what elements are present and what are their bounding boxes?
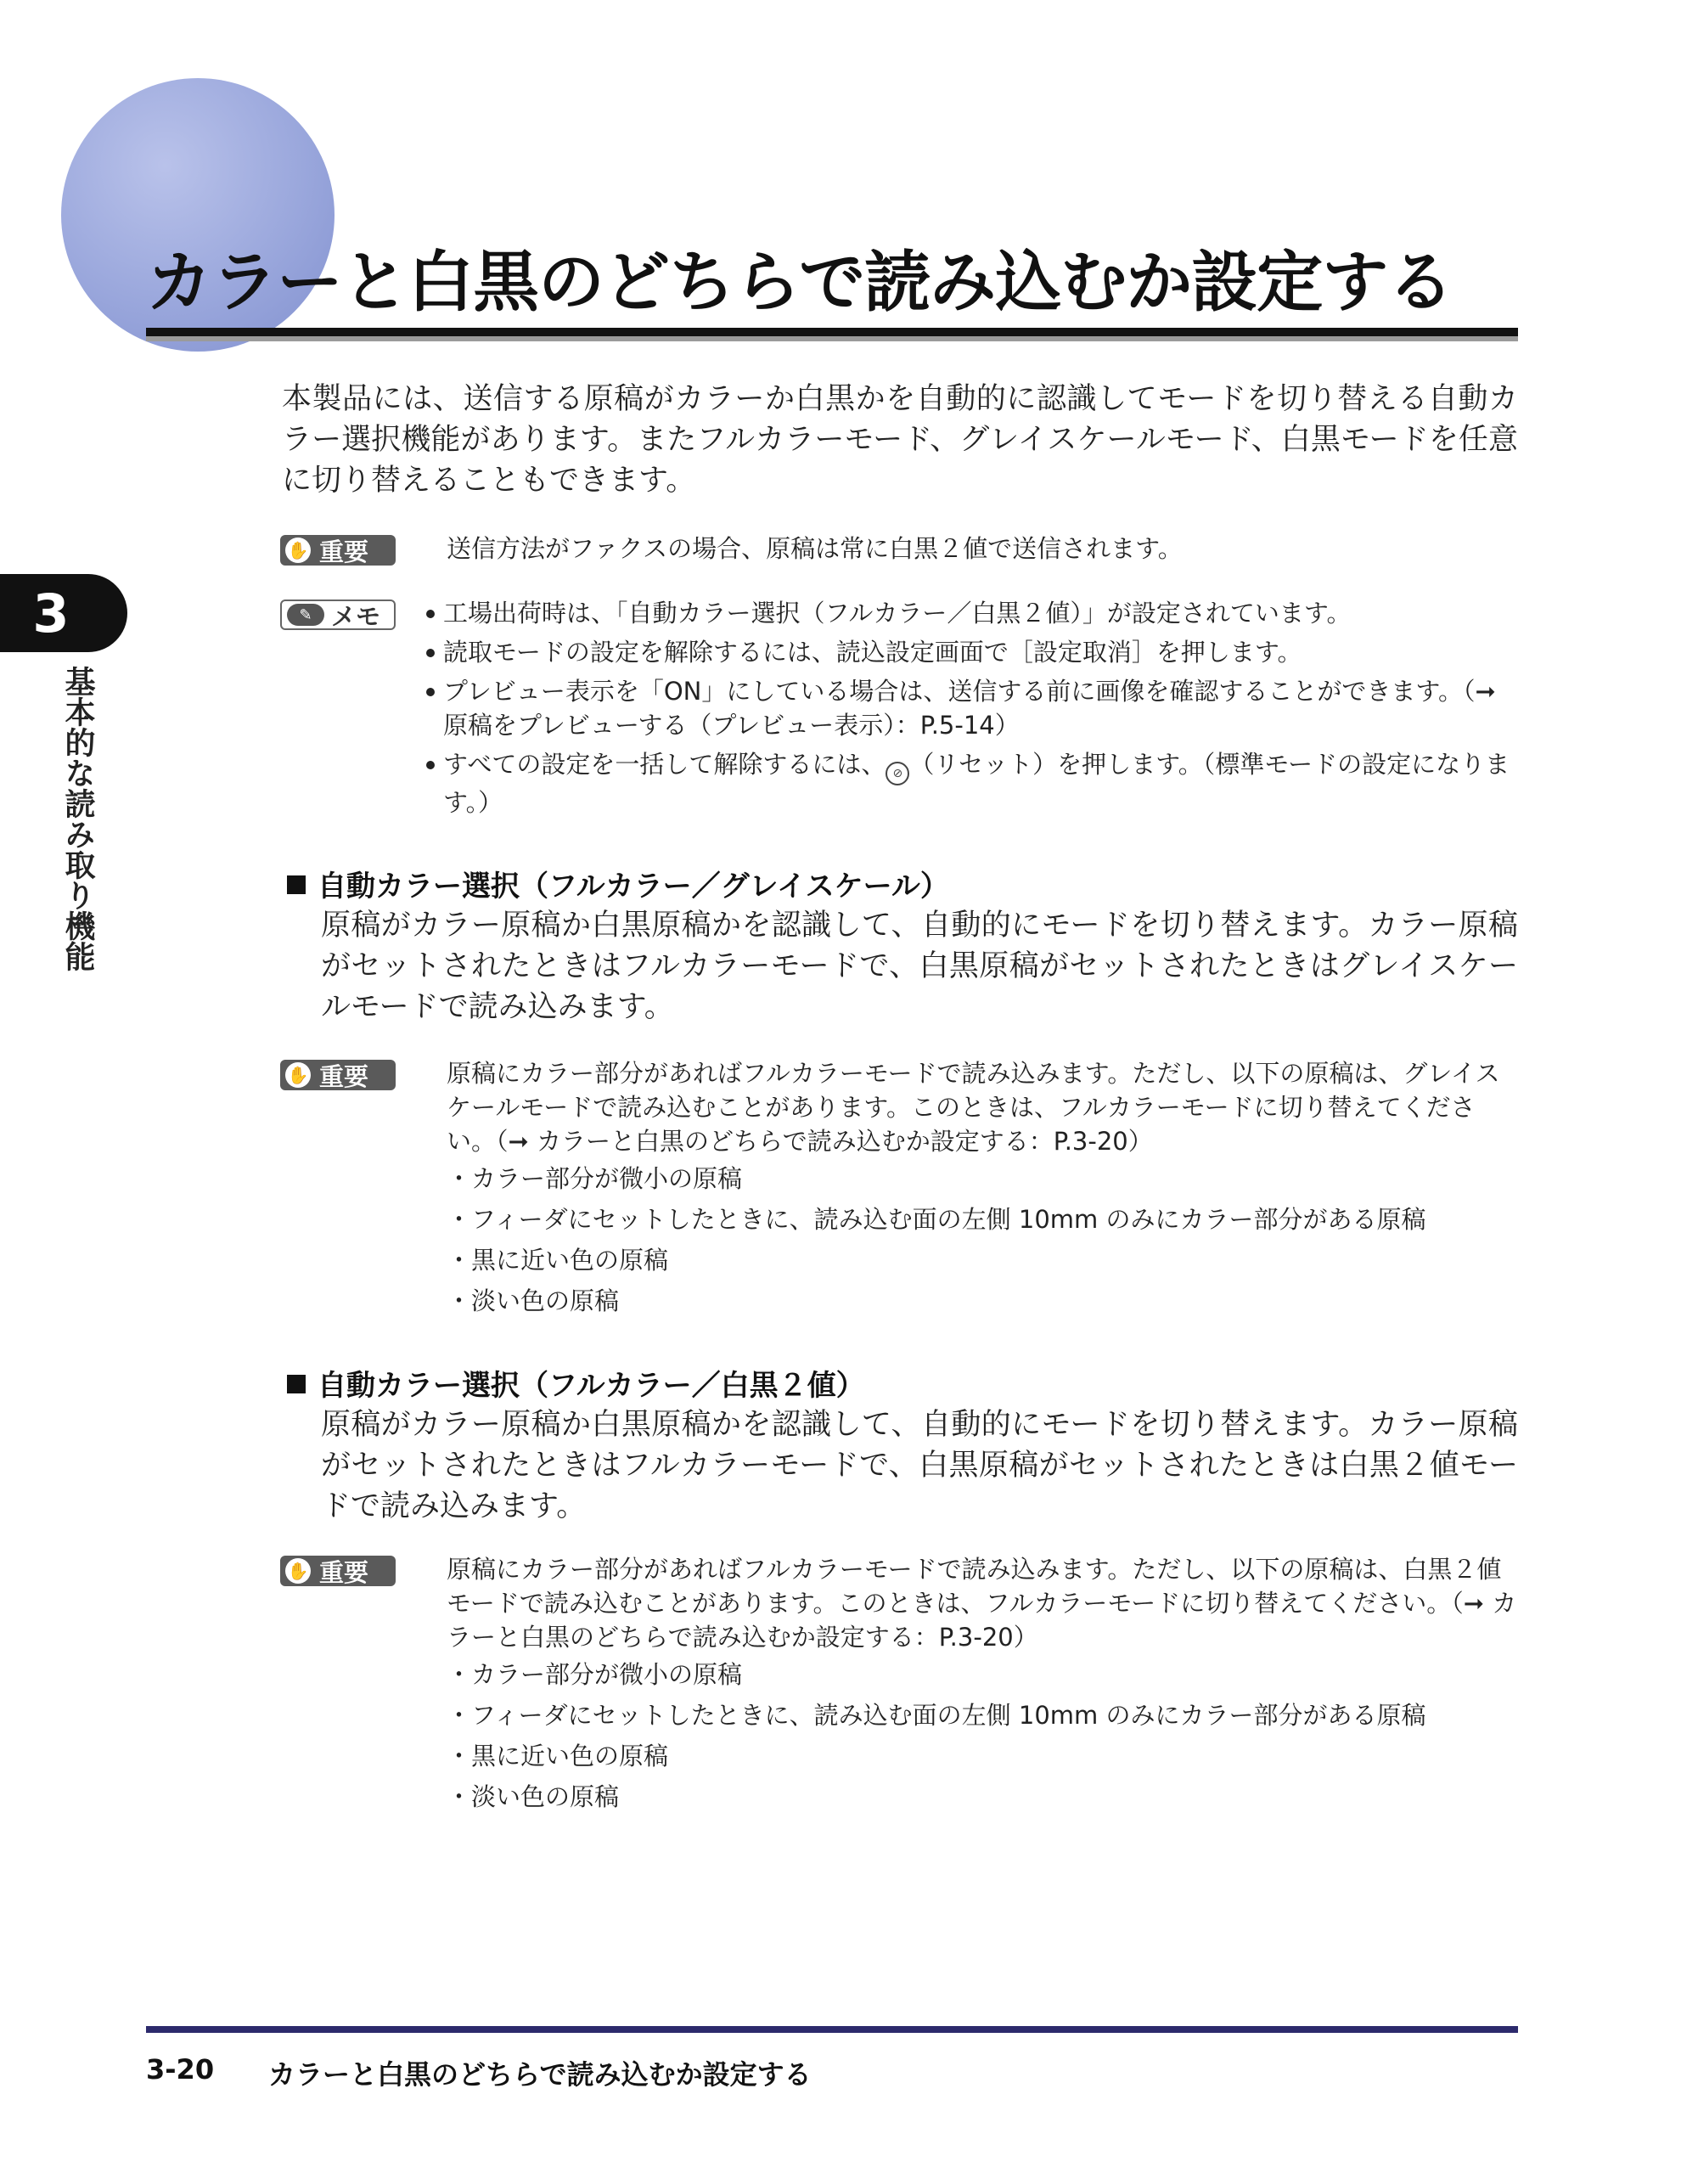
important-label: 重要 — [319, 1557, 369, 1587]
memo-note — [424, 596, 1518, 825]
memo-item — [424, 747, 1518, 819]
hand-icon: ✋ — [285, 1062, 311, 1088]
memo-label: メモ — [331, 601, 381, 631]
list-item: ・カラー部分が微小の原稿 — [447, 1164, 743, 1193]
section-heading-text: 自動カラー選択（フルカラー／白黒２値） — [318, 1369, 865, 1403]
chapter-number: 3 — [32, 582, 70, 645]
section-heading-text: 自動カラー選択（フルカラー／グレイスケール） — [318, 870, 949, 903]
important-badge — [280, 1060, 396, 1090]
section-heading-1 — [287, 863, 949, 904]
list-item: ・淡い色の原稿 — [447, 1782, 620, 1811]
reset-icon: ⊘ — [886, 762, 909, 785]
condition-list — [447, 1654, 1518, 1817]
important-label: 重要 — [319, 1061, 369, 1091]
footer-page-number: 3-20 — [146, 2053, 215, 2085]
list-item: ・黒に近い色の原稿 — [447, 1246, 669, 1275]
section-heading-2 — [287, 1362, 865, 1404]
footer-rule — [146, 2026, 1518, 2033]
list-item: ・黒に近い色の原稿 — [447, 1742, 669, 1770]
list-item: ・カラー部分が微小の原稿 — [447, 1660, 743, 1689]
memo-reset-before: すべての設定を一括して解除するには、 — [443, 750, 886, 779]
hand-icon: ✋ — [285, 1558, 311, 1584]
important-note-1 — [447, 532, 1518, 566]
page-title: カラーと白黒のどちらで読み込むか設定する — [146, 245, 1453, 321]
list-item: ・フィーダにセットしたときに、読み込む面の左側 10mm のみにカラー部分がある原稿 — [447, 1205, 1426, 1234]
title-underline-shadow — [146, 336, 1518, 341]
memo-item: プレビュー表示を「ON」にしている場合は、送信する前に画像を確認することができます。（➞ 原稿をプレビューする（プレビュー表示）：P.5-14） — [424, 674, 1518, 742]
important-note-text: 原稿にカラー部分があればフルカラーモードで読み込みます。ただし、以下の原稿は、白黒２値モードで読み込むことがあります。このときは、フルカラーモードに切り替えてください。（➞ カラーと白黒のどちらで読み込むか設定する：P.3-20） — [447, 1555, 1517, 1652]
title-underline — [146, 328, 1518, 336]
important-label: 重要 — [319, 537, 369, 566]
important-note-text: 原稿にカラー部分があればフルカラーモードで読み込みます。ただし、以下の原稿は、グレイスケールモードで読み込むことがあります。このときは、フルカラーモードに切り替えてください。（➞ カラーと白黒のどちらで読み込むか設定する：P.3-20） — [447, 1059, 1500, 1156]
important-badge — [280, 535, 396, 566]
important-note-3 — [447, 1552, 1518, 1817]
square-bullet-icon — [287, 875, 306, 894]
section-body-2: 原稿がカラー原稿か白黒原稿かを認識して、自動的にモードを切り替えます。カラー原稿がセットされたときはフルカラーモードで、白黒原稿がセットされたときは白黒２値モードで読み込みます。 — [321, 1408, 1518, 1523]
important-badge — [280, 1556, 396, 1586]
section-body-1: 原稿がカラー原稿か白黒原稿かを認識して、自動的にモードを切り替えます。カラー原稿がセットされたときはフルカラーモードで、白黒原稿がセットされたときはグレイスケールモードで読み込みます。 — [321, 909, 1518, 1024]
chapter-number-tab — [0, 574, 127, 652]
memo-list — [424, 596, 1518, 819]
important-note-text: 送信方法がファクスの場合、原稿は常に白黒２値で送信されます。 — [447, 534, 1183, 563]
intro-paragraph: 本製品には、送信する原稿がカラーか白黒かを自動的に認識してモードを切り替える自動カラー選択機能があります。またフルカラーモード、グレイスケールモード、白黒モードを任意に切り替えることもできます。 — [282, 382, 1518, 498]
pencil-icon: ✎ — [287, 604, 324, 626]
hand-icon: ✋ — [285, 538, 311, 563]
memo-badge — [280, 599, 396, 630]
footer-title: カラーと白黒のどちらで読み込むか設定する — [268, 2058, 812, 2091]
memo-reset-after: （リセット）を押します。（標準モードの設定になります。） — [443, 750, 1510, 817]
memo-item: 工場出荷時は、「自動カラー選択（フルカラー／白黒２値）」が設定されています。 — [424, 596, 1518, 630]
condition-list — [447, 1158, 1518, 1321]
list-item: ・フィーダにセットしたときに、読み込む面の左側 10mm のみにカラー部分がある原稿 — [447, 1701, 1426, 1730]
list-item: ・淡い色の原稿 — [447, 1286, 620, 1315]
important-note-2 — [447, 1056, 1518, 1321]
square-bullet-icon — [287, 1375, 306, 1393]
chapter-name: 基本的な読み取り機能 — [60, 666, 95, 971]
memo-item: 読取モードの設定を解除するには、読込設定画面で［設定取消］を押します。 — [424, 635, 1518, 669]
